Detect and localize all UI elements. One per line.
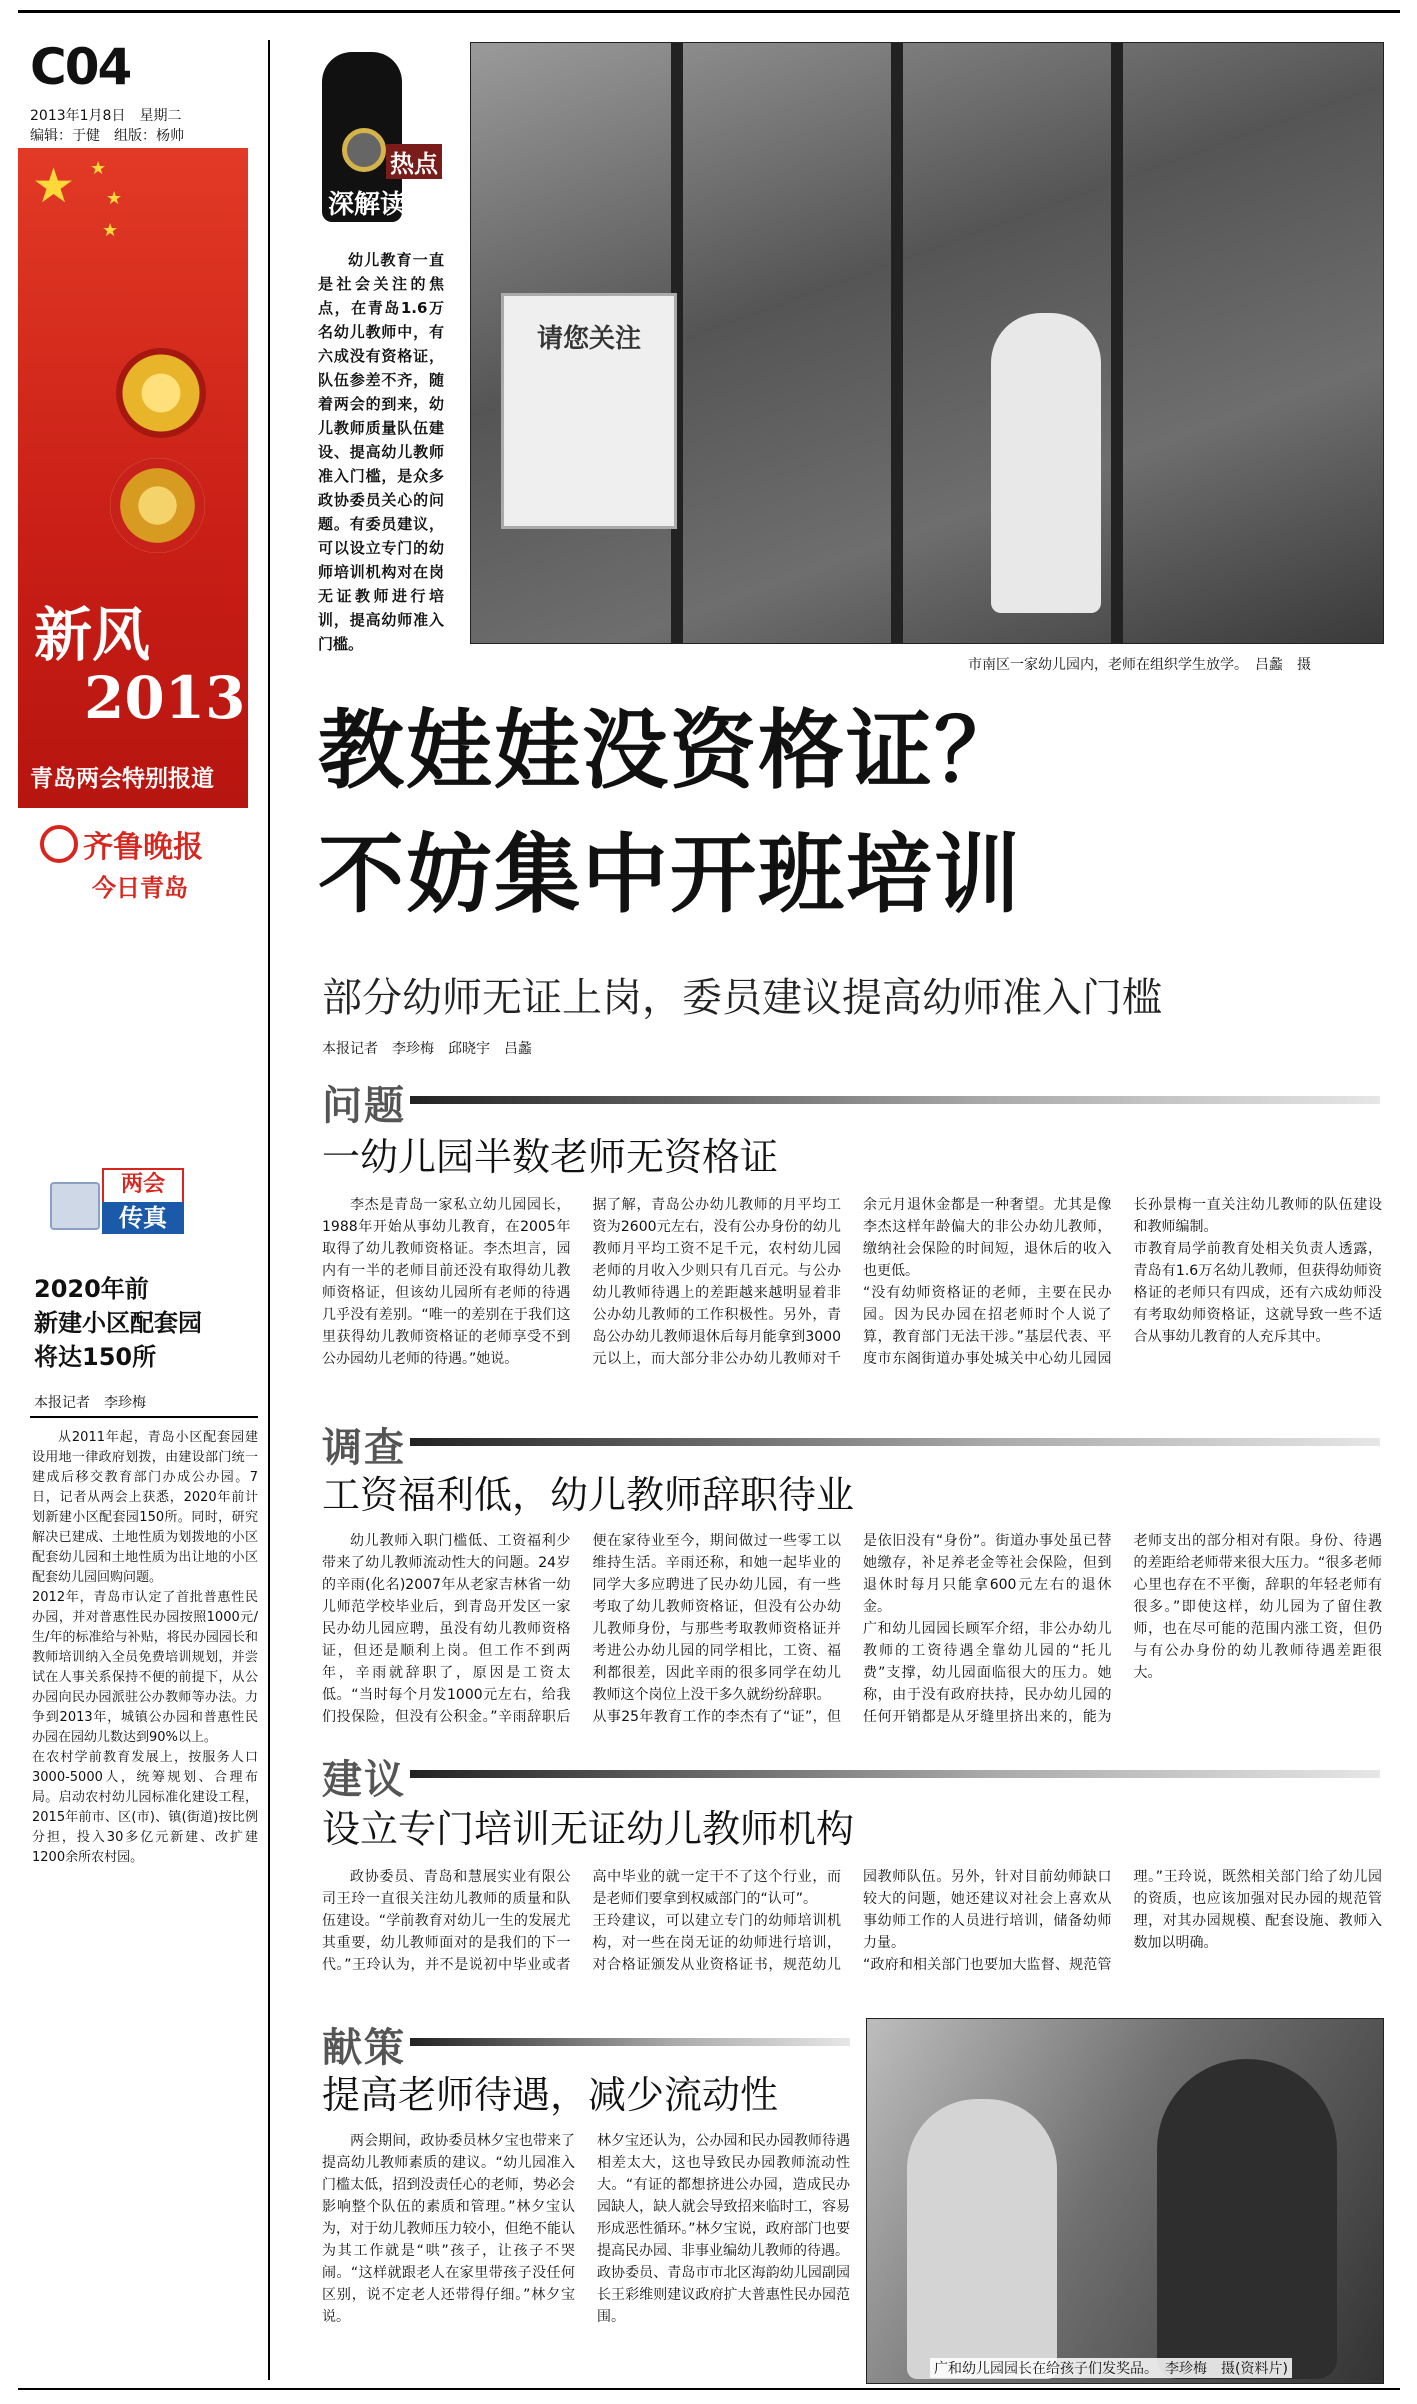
section-tag: 献策	[322, 2025, 406, 2071]
section-tag: 调查	[322, 1425, 406, 1471]
section-title: 设立专门培训无证幼儿教师机构	[322, 1807, 855, 1851]
photo-notice-title: 请您关注	[536, 324, 641, 354]
fax-icon	[50, 1182, 100, 1230]
section-bar	[410, 2038, 850, 2046]
page-date: 2013年1月8日 星期二	[30, 108, 182, 124]
national-emblem-icon	[116, 348, 206, 438]
brief-rule	[30, 1416, 258, 1418]
section-photo-caption: 广和幼儿园园长在给孩子们发奖品。 李珍梅 摄(资料片)	[930, 2358, 1292, 2378]
section-photo	[866, 2018, 1384, 2384]
paper-logo-icon	[40, 825, 78, 863]
section-title: 提高老师待遇，减少流动性	[322, 2073, 779, 2117]
banner-year: 2013	[84, 664, 246, 732]
photo-teacher	[1157, 2059, 1337, 2379]
main-byline: 本报记者 李珍梅 邱晓宇 吕蠡	[322, 1041, 532, 1057]
brief-tag-top: 两会	[102, 1168, 184, 1204]
photo-child	[907, 2099, 1057, 2379]
special-report-banner	[18, 148, 248, 808]
section-body: 幼儿教师入职门槛低、工资福利少带来了幼儿教师流动性大的问题。24岁的辛雨(化名)2007年从老家吉林省一幼儿师范学校毕业后，到青岛开发区一家民办幼儿园应聘，虽没有幼儿教师资格证，但还是顺利上岗。但工作不到两年，辛雨就辞职了，原因是工资太低。“当时每个月发1000元左右，给我们投保险，但没有公积金。”辛雨辞职后便在家待业至今，期间做过一些零工以维持生活。辛雨还称，和她一起毕业的同学大多应聘进了民办幼儿园，有一些考取了幼儿教师资格证，但没有公办幼儿教师身份，与那些考取教师资格证并考进公办幼儿园的同学相比，工资、福利都很差，因此辛雨的很多同学在幼儿教师这个岗位上没干多久就纷纷辞职。 从事25年教育工作的李杰有了“证”，但是依旧没有“身份”。街道办事处虽已替她缴存，补足养老金等社会保险，但到退休时每月只能拿600元左右的退休金。 广和幼儿园园长顾军介绍，非公办幼儿教师的工资待遇全靠幼儿园的“托儿费”支撑，幼儿园面临很大的压力。她称，由于没有政府扶持，民办幼儿园的任何开销都是从牙缝里挤出来的，能为老师支出的部分相对有限。身份、待遇的差距给老师带来很大压力。“很多老师心里也存在不平衡，辞职的年轻老师有很多。”即使这样，幼儿园为了留住教师，也在尽可能的范围内涨工资，但仍与有公办身份的幼儿教师待遇差距很大。	[322, 1533, 1382, 1725]
section-title: 一幼儿园半数老师无资格证	[322, 1135, 779, 1179]
feature-logo	[318, 44, 458, 234]
photo-door-frame	[891, 43, 903, 643]
star-icon: ★	[106, 188, 123, 209]
banner-title: 新风	[34, 601, 151, 669]
section-body: 李杰是青岛一家私立幼儿园园长，1988年开始从事幼儿教育，在2005年取得了幼儿教师资格证。李杰坦言，园内有一半的老师目前还没有取得幼儿教师资格证，但该幼儿园所有老师的待遇几乎没有差别。“唯一的差别在于我们这里获得幼儿教师资格证的老师享受不到公办园幼儿老师的待遇。”她说。 据了解，青岛公办幼儿教师的月平均工资为2600元左右，没有公办身份的幼儿教师月平均工资不足千元，农村幼儿园老师的月收入少则只有几百元。与公办幼儿教师待遇上的差距越来越明显着非公办幼儿教师的工作积极性。另外，青岛公办幼儿教师退休后每月能拿到3000元以上，而大部分非公办幼儿教师对千余元月退休金都是一种奢望。尤其是像李杰这样年龄偏大的非公办幼儿教师，缴纳社会保险的时间短，退休后的收入也更低。 “没有幼师资格证的老师，主要在民办园。因为民办园在招老师时个人说了算，教育部门无法干涉。”基层代表、平度市东阁街道办事处城关中心幼儿园园长孙景梅一直关注幼儿教师的队伍建设和教师编制。 市教育局学前教育处相关负责人透露，青岛有1.6万名幼儿教师，但获得幼师资格证的老师只有四成，还有六成幼师没有考取幼师资格证，这就导致一些不适合从事幼儿教育的人充斥其中。	[322, 1197, 1382, 1367]
section-title: 工资福利低，幼儿教师辞职待业	[322, 1473, 855, 1517]
section-bar	[410, 1770, 1380, 1778]
feature-logo-bottom: 深解读	[328, 190, 407, 220]
main-headline-line2: 不妨集中开班培训	[318, 825, 1022, 925]
brief-tag-bottom: 传真	[102, 1202, 184, 1234]
paper-name: 齐鲁晚报	[83, 830, 204, 865]
main-headline-line1: 教娃娃没资格证？	[318, 701, 1022, 801]
feature-photo	[470, 42, 1384, 644]
section-body: 政协委员、青岛和慧展实业有限公司王玲一直很关注幼儿教师的质量和队伍建设。“学前教育对幼儿一生的发展尤其重要，幼儿教师面对的是我们的下一代。”王玲认为，并不是说初中毕业或者高中毕业的就一定干不了这个行业，而是老师们要拿到权威部门的“认可”。 王玲建议，可以建立专门的幼师培训机构，对一些在岗无证的幼师进行培训，对合格证颁发从业资格证书，规范幼儿园教师队伍。另外，针对目前幼师缺口较大的问题，她还建议对社会上喜欢从事幼师工作的人员进行培训，储备幼师力量。 “政府和相关部门也要加大监督、规范管理。”王玲说，既然相关部门给了幼儿园的资质，也应该加强对民办园的规范管理，对其办园规模、配套设施、教师入数加以明确。	[322, 1869, 1382, 1973]
brief-tag	[50, 1168, 182, 1234]
section-tag: 问题	[322, 1083, 406, 1129]
bottom-rule	[18, 2388, 1400, 2390]
photo-notice-board	[501, 293, 677, 529]
paper-subname: 今日青岛	[92, 874, 188, 902]
top-rule	[18, 10, 1400, 13]
banner-subtitle: 青岛两会特别报道	[30, 766, 214, 792]
page-editor: 编辑：于健 组版：杨帅	[30, 128, 184, 144]
brief-body: 从2011年起，青岛小区配套园建设用地一律政府划拨，由建设部门统一建成后移交教育部门办成公办园。7日，记者从两会上获悉，2020年前计划新建小区配套园150所。同时，研究解决已建成、土地性质为划拨地的小区配套幼儿园和土地性质为出让地的小区配套幼儿园回购问题。 2012年，青岛市认定了首批普惠性民办园，并对普惠性民办园按照1000元/生/年的标准给与补贴，将民办园园长和教师培训纳入全员免费培训规划，并尝试在人事关系保持不便的前提下，从公办园向民办园派驻公办教师等办法。力争到2013年，城镇公办园和普惠性民办园在园幼儿数达到90%以上。 在农村学前教育发展上，按服务人口3000-5000人，统筹规划、合理布局。启动农村幼儿园标准化建设工程，2015年前市、区(市)、镇(街道)按比例分担，投入30多亿元新建、改扩建1200余所农村园。	[32, 1430, 258, 1865]
column-divider	[268, 40, 270, 2380]
star-icon: ★	[90, 158, 107, 179]
feature-logo-top: 热点	[386, 144, 442, 179]
section-bar	[410, 1096, 1380, 1104]
magnifier-icon	[342, 128, 386, 172]
section-tag: 建议	[322, 1757, 406, 1803]
star-icon: ★	[102, 220, 119, 241]
page-number: C04	[30, 38, 131, 96]
section-bar	[410, 1438, 1380, 1446]
feature-intro: 幼儿教育一直是社会关注的焦点，在青岛1.6万名幼儿教师中，有六成没有资格证，队伍参差不齐，随着两会的到来，幼儿教师质量队伍建设、提高幼儿教师准入门槛，是众多政协委员关心的问题。有委员建议，可以设立专门的幼师培训机构对在岗无证教师进行培训，提高幼师准入门槛。	[318, 251, 444, 653]
cppcc-emblem-icon	[110, 458, 205, 553]
section-body: 两会期间，政协委员林夕宝也带来了提高幼儿教师素质的建议。“幼儿园准入门槛太低，招到没责任心的老师，势必会影响整个队伍的素质和管理。”林夕宝认为，对于幼儿教师压力较小，但绝不能认为其工作就是“哄”孩子，让孩子不哭闹。“这样就跟老人在家里带孩子没任何区别，说不定老人还带得仔细。”林夕宝说。 林夕宝还认为，公办园和民办园教师待遇相差太大，这也导致民办园教师流动性大。“有证的都想挤进公办园，造成民办园缺人，缺人就会导致招来临时工，容易形成恶性循环。”林夕宝说，政府部门也要提高民办园、非事业编幼儿教师的待遇。 政协委员、青岛市市北区海韵幼儿园副园长王彩维则建议政府扩大普惠性民办园范围。	[322, 2133, 850, 2325]
photo-child	[991, 313, 1101, 613]
main-deck: 部分幼师无证上岗，委员建议提高幼师准入门槛	[322, 975, 1162, 1021]
star-icon: ★	[32, 158, 76, 214]
paper-logo	[40, 822, 203, 866]
brief-byline: 本报记者 李珍梅	[34, 1395, 146, 1411]
brief-headline: 2020年前 新建小区配套园 将达150所	[34, 1275, 202, 1371]
feature-photo-caption: 市南区一家幼儿园内，老师在组织学生放学。 吕蠡 摄	[968, 657, 1311, 673]
photo-door-frame	[1111, 43, 1123, 643]
